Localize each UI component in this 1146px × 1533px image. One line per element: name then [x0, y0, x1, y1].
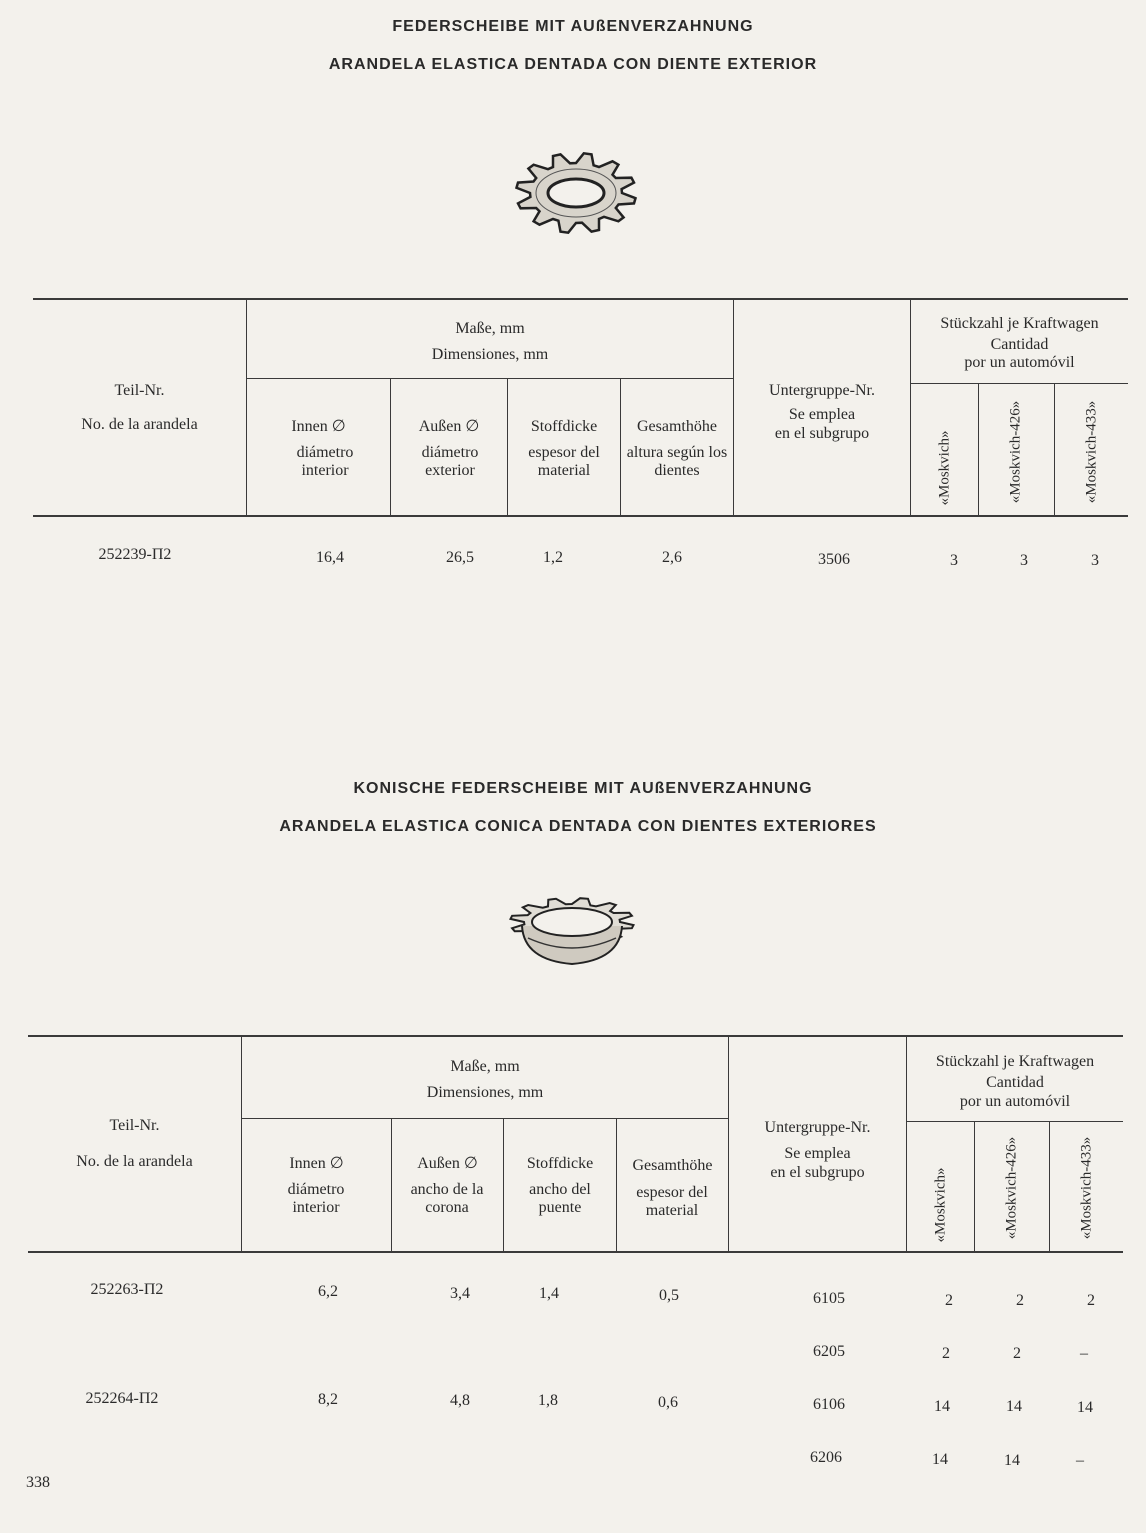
- header2-inner-de: Innen ∅: [289, 1155, 344, 1172]
- header-subgroup-es1: Se emplea: [788, 406, 856, 423]
- table-row-qty-433: 3: [1091, 552, 1099, 569]
- table-row-inner: 16,4: [316, 549, 344, 566]
- table-row-qty-433: 14: [1077, 1399, 1093, 1416]
- header-part-de: Teil-Nr.: [114, 382, 165, 399]
- header2-subgroup-es1: Se emplea: [784, 1145, 851, 1162]
- table-row-qty-426: 3: [1020, 552, 1028, 569]
- table-row-qty-426: 14: [1004, 1452, 1020, 1469]
- table-row-qty-moskvich: 14: [934, 1398, 950, 1415]
- table-row-qty-433: –: [1076, 1452, 1084, 1469]
- header2-height-es: espesor del material: [636, 1184, 708, 1219]
- header2-dims-de: Maße, mm: [450, 1058, 520, 1075]
- table-row-part: 252264-П2: [85, 1390, 159, 1407]
- table-row-inner: 8,2: [318, 1391, 338, 1408]
- header-car-moskvich-433: «Moskvich-433»: [1083, 400, 1100, 504]
- table-row-subgroup: 6206: [810, 1449, 842, 1466]
- header2-car-moskvich-426: «Moskvich-426»: [1003, 1136, 1020, 1240]
- header-inner-de: Innen ∅: [291, 418, 346, 435]
- header2-inner-es: diámetro interior: [287, 1181, 345, 1216]
- table-row-height: 0,6: [658, 1394, 678, 1411]
- table-row-qty-433: 2: [1087, 1292, 1095, 1309]
- header-subgroup-es2: en el subgrupo: [774, 425, 870, 442]
- table-row-qty-moskvich: 2: [945, 1292, 953, 1309]
- header2-car-moskvich-433: «Moskvich-433»: [1078, 1136, 1095, 1240]
- table-row-subgroup: 6106: [813, 1396, 845, 1413]
- table-row-qty-426: 14: [1006, 1398, 1022, 1415]
- table-row-qty-moskvich: 14: [932, 1451, 948, 1468]
- table-row-qty-433: –: [1080, 1345, 1088, 1362]
- header2-thick-de: Stoffdicke: [526, 1155, 594, 1172]
- header-outer-de: Außen ∅: [418, 418, 480, 435]
- table-row-subgroup: 6105: [813, 1290, 845, 1307]
- table-row-subgroup: 6205: [813, 1343, 845, 1360]
- header-thick-de: Stoffdicke: [530, 418, 598, 435]
- conical-tooth-washer-image: [502, 880, 642, 980]
- table-row-thick: 1,8: [538, 1392, 558, 1409]
- header-outer-es: diámetro exterior: [421, 444, 479, 479]
- table-row-inner: 6,2: [318, 1283, 338, 1300]
- section2-title-de: KONISCHE FEDERSCHEIBE MIT AUßENVERZAHNUNG: [353, 780, 813, 797]
- header2-part-es: No. de la arandela: [76, 1153, 193, 1170]
- header2-qty-es1: Cantidad: [986, 1074, 1044, 1091]
- table-row-qty-moskvich: 3: [950, 552, 958, 569]
- header-qty-de: Stückzahl je Kraftwagen: [940, 315, 1099, 332]
- external-tooth-washer-image: [511, 148, 641, 238]
- header2-part-de: Teil-Nr.: [109, 1117, 160, 1134]
- section1-title-es: ARANDELA ELASTICA DENTADA CON DIENTE EXTERIOR: [328, 56, 818, 73]
- header2-dims-es: Dimensiones, mm: [426, 1084, 544, 1101]
- header-height-es: altura según los dientes: [626, 444, 728, 479]
- header2-qty-es2: por un automóvil: [959, 1093, 1071, 1110]
- header-qty-es1: Cantidad: [990, 336, 1049, 353]
- header-subgroup-de: Untergruppe-Nr.: [769, 382, 875, 399]
- page-number: 338: [26, 1474, 50, 1491]
- table-row-thick: 1,2: [543, 549, 563, 566]
- header2-outer-de: Außen ∅: [417, 1155, 478, 1172]
- table-row-height: 0,5: [659, 1287, 679, 1304]
- header-height-de: Gesamthöhe: [637, 418, 717, 435]
- table-row-part: 252239-П2: [98, 546, 172, 563]
- table-row-qty-426: 2: [1013, 1345, 1021, 1362]
- table-row-qty-426: 2: [1016, 1292, 1024, 1309]
- header-dims-es: Dimensiones, mm: [431, 346, 549, 363]
- table-row-outer: 26,5: [446, 549, 474, 566]
- header2-subgroup-es2: en el subgrupo: [770, 1164, 865, 1181]
- header-part-es: No. de la arandela: [81, 416, 198, 433]
- table-row-qty-moskvich: 2: [942, 1345, 950, 1362]
- header2-height-de: Gesamthöhe: [632, 1157, 713, 1174]
- table-row-thick: 1,4: [539, 1285, 559, 1302]
- section1-title-de: FEDERSCHEIBE MIT AUßENVERZAHNUNG: [392, 18, 754, 35]
- table-row-outer: 4,8: [450, 1392, 470, 1409]
- table-row-outer: 3,4: [450, 1285, 470, 1302]
- header-dims-de: Maße, mm: [455, 320, 525, 337]
- header-car-moskvich: «Moskvich»: [936, 430, 953, 506]
- header-inner-es: diámetro interior: [296, 444, 354, 479]
- header2-subgroup-de: Untergruppe-Nr.: [764, 1119, 871, 1136]
- header-car-moskvich-426: «Moskvich-426»: [1007, 400, 1024, 504]
- header2-car-moskvich: «Moskvich»: [932, 1167, 949, 1243]
- header-qty-es2: por un automóvil: [964, 354, 1075, 371]
- header2-outer-es: ancho de la corona: [410, 1181, 484, 1216]
- header2-thick-es: ancho del puente: [529, 1181, 591, 1216]
- table-row-height: 2,6: [662, 549, 682, 566]
- section2-title-es: ARANDELA ELASTICA CONICA DENTADA CON DIENTES EXTERIORES: [279, 818, 877, 835]
- header2-qty-de: Stückzahl je Kraftwagen: [935, 1053, 1095, 1070]
- header-thick-es: espesor del material: [528, 444, 600, 479]
- table-row-subgroup: 3506: [818, 551, 850, 568]
- table-row-part: 252263-П2: [90, 1281, 164, 1298]
